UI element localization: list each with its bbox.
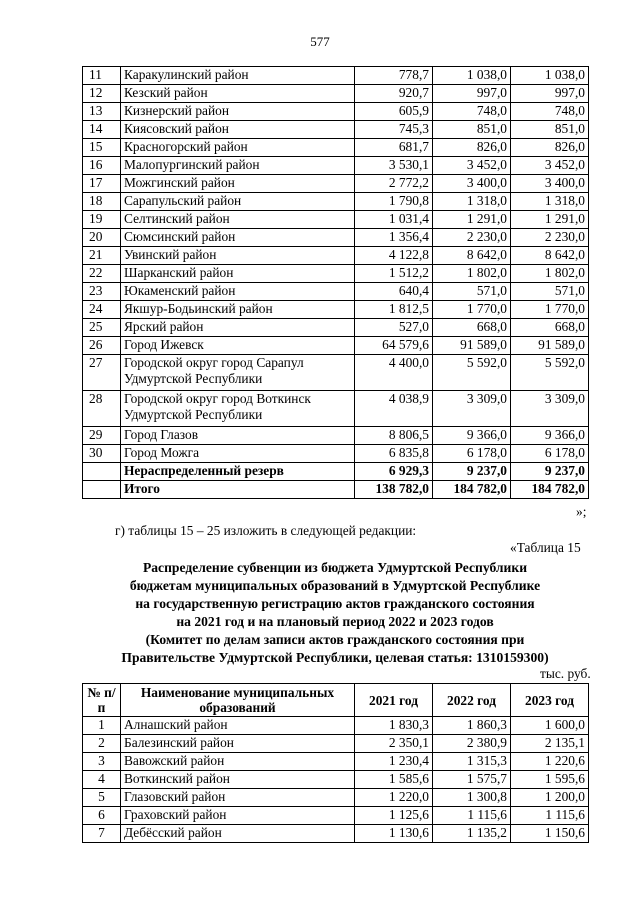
table-row bbox=[83, 67, 589, 85]
municipality-name: Сарапульский район bbox=[121, 193, 355, 211]
value-2022: 1 135,2 bbox=[433, 825, 511, 843]
value-2021: 4 400,0 bbox=[355, 355, 433, 391]
closing-quote: »; bbox=[576, 504, 587, 519]
table-row bbox=[83, 121, 589, 139]
value-2021: 605,9 bbox=[355, 103, 433, 121]
table-row bbox=[83, 319, 589, 337]
value-2022: 668,0 bbox=[433, 319, 511, 337]
municipality-name: Итого bbox=[121, 481, 355, 499]
header-name: Наименование муниципальных образований bbox=[121, 684, 355, 717]
value-2022: 571,0 bbox=[433, 283, 511, 301]
value-2021: 1 790,8 bbox=[355, 193, 433, 211]
table-row bbox=[83, 427, 589, 445]
municipality-name: Глазовский район bbox=[121, 789, 355, 807]
municipality-name: Увинский район bbox=[121, 247, 355, 265]
value-2023: 91 589,0 bbox=[511, 337, 589, 355]
value-2023: 851,0 bbox=[511, 121, 589, 139]
row-number bbox=[83, 463, 121, 481]
value-2021: 4 122,8 bbox=[355, 247, 433, 265]
row-number: 4 bbox=[83, 771, 121, 789]
value-2023: 1 595,6 bbox=[511, 771, 589, 789]
municipality-name: Кезский район bbox=[121, 85, 355, 103]
table-row bbox=[83, 825, 589, 843]
value-2023: 1 220,6 bbox=[511, 753, 589, 771]
table-row bbox=[83, 481, 589, 499]
table-row bbox=[83, 717, 589, 735]
municipality-name: Город Глазов bbox=[121, 427, 355, 445]
value-2023: 2 135,1 bbox=[511, 735, 589, 753]
row-number: 27 bbox=[83, 355, 121, 391]
value-2021: 2 772,2 bbox=[355, 175, 433, 193]
row-number: 19 bbox=[83, 211, 121, 229]
row-number: 16 bbox=[83, 157, 121, 175]
table-row bbox=[83, 771, 589, 789]
value-2022: 5 592,0 bbox=[433, 355, 511, 391]
subsidy-table-continued bbox=[82, 66, 589, 499]
title-line: на государственную регистрацию актов гражданского состояния bbox=[135, 596, 535, 611]
value-2022: 1 115,6 bbox=[433, 807, 511, 825]
value-2021: 1 585,6 bbox=[355, 771, 433, 789]
value-2021: 1 130,6 bbox=[355, 825, 433, 843]
value-2021: 1 356,4 bbox=[355, 229, 433, 247]
value-2021: 8 806,5 bbox=[355, 427, 433, 445]
table-row bbox=[83, 283, 589, 301]
value-2023: 2 230,0 bbox=[511, 229, 589, 247]
value-2021: 1 812,5 bbox=[355, 301, 433, 319]
row-number: 7 bbox=[83, 825, 121, 843]
table-row bbox=[83, 211, 589, 229]
row-number: 11 bbox=[83, 67, 121, 85]
value-2021: 527,0 bbox=[355, 319, 433, 337]
value-2022: 826,0 bbox=[433, 139, 511, 157]
value-2023: 3 400,0 bbox=[511, 175, 589, 193]
value-2022: 91 589,0 bbox=[433, 337, 511, 355]
value-2022: 1 575,7 bbox=[433, 771, 511, 789]
value-2021: 1 230,4 bbox=[355, 753, 433, 771]
value-2022: 1 318,0 bbox=[433, 193, 511, 211]
value-2022: 3 309,0 bbox=[433, 391, 511, 427]
table-row bbox=[83, 463, 589, 481]
row-number: 25 bbox=[83, 319, 121, 337]
municipality-name: Юкаменский район bbox=[121, 283, 355, 301]
table-row bbox=[83, 85, 589, 103]
value-2021: 1 512,2 bbox=[355, 265, 433, 283]
value-2021: 4 038,9 bbox=[355, 391, 433, 427]
header-2023: 2023 год bbox=[511, 684, 589, 717]
value-2023: 1 200,0 bbox=[511, 789, 589, 807]
value-2022: 1 770,0 bbox=[433, 301, 511, 319]
municipality-name: Нераспределенный резерв bbox=[121, 463, 355, 481]
row-number: 30 bbox=[83, 445, 121, 463]
municipality-name: Кизнерский район bbox=[121, 103, 355, 121]
row-number: 20 bbox=[83, 229, 121, 247]
municipality-name: Можгинский район bbox=[121, 175, 355, 193]
header-2022: 2022 год bbox=[433, 684, 511, 717]
table-row bbox=[83, 247, 589, 265]
table-row bbox=[83, 193, 589, 211]
row-number: 1 bbox=[83, 717, 121, 735]
row-number: 6 bbox=[83, 807, 121, 825]
page-number: 577 bbox=[310, 34, 330, 49]
value-2022: 2 230,0 bbox=[433, 229, 511, 247]
title-line: бюджетам муниципальных образований в Удмуртской Республике bbox=[129, 578, 541, 593]
title-line: на 2021 год и на плановый период 2022 и 2023 годов bbox=[176, 614, 494, 629]
value-2022: 1 300,8 bbox=[433, 789, 511, 807]
municipality-name: Красногорский район bbox=[121, 139, 355, 157]
row-number: 23 bbox=[83, 283, 121, 301]
value-2022: 3 400,0 bbox=[433, 175, 511, 193]
municipality-name: Вавожский район bbox=[121, 753, 355, 771]
value-2023: 1 770,0 bbox=[511, 301, 589, 319]
value-2021: 920,7 bbox=[355, 85, 433, 103]
value-2023: 9 366,0 bbox=[511, 427, 589, 445]
value-2022: 184 782,0 bbox=[433, 481, 511, 499]
value-2022: 748,0 bbox=[433, 103, 511, 121]
table-row bbox=[83, 139, 589, 157]
value-2022: 9 366,0 bbox=[433, 427, 511, 445]
value-2022: 851,0 bbox=[433, 121, 511, 139]
municipality-name: Сюмсинский район bbox=[121, 229, 355, 247]
value-2023: 9 237,0 bbox=[511, 463, 589, 481]
value-2022: 1 802,0 bbox=[433, 265, 511, 283]
table-row bbox=[83, 337, 589, 355]
value-2023: 184 782,0 bbox=[511, 481, 589, 499]
value-2022: 8 642,0 bbox=[433, 247, 511, 265]
row-number: 24 bbox=[83, 301, 121, 319]
row-number: 26 bbox=[83, 337, 121, 355]
value-2021: 6 929,3 bbox=[355, 463, 433, 481]
municipality-name: Граховский район bbox=[121, 807, 355, 825]
municipality-name: Шарканский район bbox=[121, 265, 355, 283]
table-row bbox=[83, 391, 589, 427]
table-row bbox=[83, 229, 589, 247]
table-row bbox=[83, 265, 589, 283]
value-2021: 6 835,8 bbox=[355, 445, 433, 463]
municipality-name: Каракулинский район bbox=[121, 67, 355, 85]
municipality-name: Городской округ город Сарапул Удмуртской Республики bbox=[121, 355, 355, 391]
header-2021: 2021 год bbox=[355, 684, 433, 717]
row-number: 12 bbox=[83, 85, 121, 103]
municipality-name: Селтинский район bbox=[121, 211, 355, 229]
value-2022: 2 380,9 bbox=[433, 735, 511, 753]
row-number bbox=[83, 481, 121, 499]
row-number: 5 bbox=[83, 789, 121, 807]
value-2023: 748,0 bbox=[511, 103, 589, 121]
municipality-name: Балезинский район bbox=[121, 735, 355, 753]
value-2023: 1 291,0 bbox=[511, 211, 589, 229]
value-2021: 745,3 bbox=[355, 121, 433, 139]
unit-label: тыс. руб. bbox=[540, 666, 591, 681]
value-2022: 9 237,0 bbox=[433, 463, 511, 481]
row-number: 15 bbox=[83, 139, 121, 157]
table-row bbox=[83, 807, 589, 825]
title-line: (Комитет по делам записи актов гражданского состояния при bbox=[145, 632, 525, 647]
row-number: 2 bbox=[83, 735, 121, 753]
title-line: Распределение субвенции из бюджета Удмуртской Республики bbox=[142, 560, 528, 575]
row-number: 14 bbox=[83, 121, 121, 139]
table-row bbox=[83, 735, 589, 753]
value-2021: 1 031,4 bbox=[355, 211, 433, 229]
value-2021: 778,7 bbox=[355, 67, 433, 85]
row-number: 17 bbox=[83, 175, 121, 193]
municipality-name: Городской округ город Воткинск Удмуртской Республики bbox=[121, 391, 355, 427]
municipality-name: Воткинский район bbox=[121, 771, 355, 789]
table-row bbox=[83, 175, 589, 193]
table-label: «Таблица 15 bbox=[510, 540, 581, 555]
value-2021: 1 125,6 bbox=[355, 807, 433, 825]
value-2021: 1 830,3 bbox=[355, 717, 433, 735]
value-2023: 1 115,6 bbox=[511, 807, 589, 825]
row-number: 3 bbox=[83, 753, 121, 771]
value-2023: 6 178,0 bbox=[511, 445, 589, 463]
municipality-name: Малопургинский район bbox=[121, 157, 355, 175]
value-2023: 8 642,0 bbox=[511, 247, 589, 265]
value-2022: 1 038,0 bbox=[433, 67, 511, 85]
value-2021: 640,4 bbox=[355, 283, 433, 301]
value-2022: 3 452,0 bbox=[433, 157, 511, 175]
row-number: 21 bbox=[83, 247, 121, 265]
value-2022: 6 178,0 bbox=[433, 445, 511, 463]
table-row bbox=[83, 103, 589, 121]
municipality-name: Якшур-Бодьинский район bbox=[121, 301, 355, 319]
value-2023: 826,0 bbox=[511, 139, 589, 157]
table-row bbox=[83, 355, 589, 391]
title-line: Правительстве Удмуртской Республики, целевая статья: 1310159300) bbox=[121, 650, 549, 665]
municipality-name: Дебёсский район bbox=[121, 825, 355, 843]
row-number: 18 bbox=[83, 193, 121, 211]
municipality-name: Город Ижевск bbox=[121, 337, 355, 355]
value-2023: 571,0 bbox=[511, 283, 589, 301]
table-title bbox=[82, 559, 588, 667]
row-number: 28 bbox=[83, 391, 121, 427]
row-number: 22 bbox=[83, 265, 121, 283]
value-2021: 2 350,1 bbox=[355, 735, 433, 753]
value-2022: 1 315,3 bbox=[433, 753, 511, 771]
municipality-name: Алнашский район bbox=[121, 717, 355, 735]
value-2021: 1 220,0 bbox=[355, 789, 433, 807]
subsidy-table-15 bbox=[82, 683, 589, 843]
value-2023: 5 592,0 bbox=[511, 355, 589, 391]
value-2022: 997,0 bbox=[433, 85, 511, 103]
value-2021: 681,7 bbox=[355, 139, 433, 157]
value-2021: 64 579,6 bbox=[355, 337, 433, 355]
value-2023: 3 452,0 bbox=[511, 157, 589, 175]
value-2023: 1 150,6 bbox=[511, 825, 589, 843]
header-num: № п/п bbox=[83, 684, 121, 717]
value-2021: 3 530,1 bbox=[355, 157, 433, 175]
row-number: 29 bbox=[83, 427, 121, 445]
value-2023: 997,0 bbox=[511, 85, 589, 103]
value-2021: 138 782,0 bbox=[355, 481, 433, 499]
table-header-row bbox=[83, 684, 589, 717]
municipality-name: Город Можга bbox=[121, 445, 355, 463]
value-2023: 3 309,0 bbox=[511, 391, 589, 427]
table-row bbox=[83, 789, 589, 807]
row-number: 13 bbox=[83, 103, 121, 121]
value-2023: 1 318,0 bbox=[511, 193, 589, 211]
table-row bbox=[83, 301, 589, 319]
value-2023: 1 600,0 bbox=[511, 717, 589, 735]
value-2022: 1 860,3 bbox=[433, 717, 511, 735]
municipality-name: Киясовский район bbox=[121, 121, 355, 139]
value-2023: 1 802,0 bbox=[511, 265, 589, 283]
value-2023: 668,0 bbox=[511, 319, 589, 337]
value-2022: 1 291,0 bbox=[433, 211, 511, 229]
municipality-name: Ярский район bbox=[121, 319, 355, 337]
amendment-instruction: г) таблицы 15 – 25 изложить в следующей редакции: bbox=[115, 523, 417, 538]
value-2023: 1 038,0 bbox=[511, 67, 589, 85]
table-row bbox=[83, 157, 589, 175]
table-row bbox=[83, 445, 589, 463]
table-row bbox=[83, 753, 589, 771]
